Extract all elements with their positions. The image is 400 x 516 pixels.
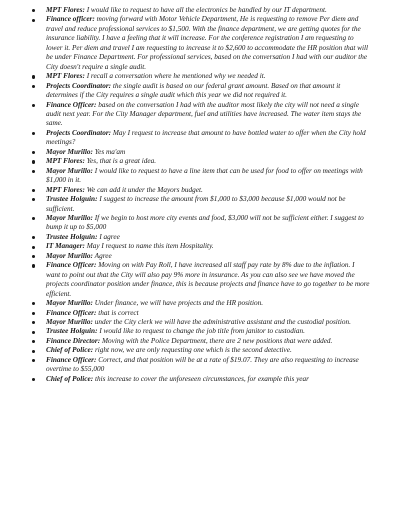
minutes-entry <box>46 157 370 166</box>
statement-text: based on the conversation I had with the auditor most likely the city will not need a single audit next year. For the City Manager department, fuel and utilities have increased. The water item stays the same. <box>46 100 362 128</box>
minutes-entry <box>46 299 370 308</box>
minutes-entry <box>46 129 370 148</box>
statement-text: I would like to request to change the job title from janitor to custodian. <box>99 327 305 336</box>
bullet-icon <box>32 321 35 324</box>
speaker-name: Projects Coordinator <box>46 81 109 90</box>
speaker-name: MPT Flores <box>46 157 83 166</box>
bullet-icon <box>32 104 35 107</box>
bullet-icon <box>32 340 35 343</box>
minutes-entry <box>46 346 370 355</box>
minutes-entry <box>46 72 370 81</box>
statement-text: that is correct <box>98 308 139 317</box>
bullet-icon <box>32 170 35 173</box>
speaker-colon: : <box>108 128 112 137</box>
speaker-name: Finance Officer <box>46 100 94 109</box>
minutes-entry <box>46 242 370 251</box>
minutes-entry <box>46 233 370 242</box>
speaker-name: Chief of Police <box>46 374 91 383</box>
speaker-colon: : <box>108 81 112 90</box>
speaker-name: Projects Coordinator <box>46 128 109 137</box>
minutes-entry <box>46 375 370 384</box>
speaker-name: Trustee Holguin <box>46 195 96 204</box>
statement-text: I would like to request to have all the electronics be handled by our IT department. <box>86 6 327 14</box>
minutes-entry <box>46 252 370 261</box>
minutes-entry <box>46 356 370 375</box>
speaker-colon: : <box>94 100 97 109</box>
minutes-entry <box>46 318 370 327</box>
speaker-name: MPT Flores <box>46 72 83 81</box>
bullet-icon <box>32 160 35 163</box>
speaker-colon: : <box>92 15 95 24</box>
minutes-entry <box>46 214 370 233</box>
speaker-colon: : <box>90 166 93 175</box>
bullet-icon <box>32 359 35 362</box>
speaker-colon: : <box>82 157 85 166</box>
speaker-colon: : <box>90 317 93 326</box>
statement-text: the single audit is based on our federal grant amount. Based on that amount it determines if the City requires a single audit which this year we did not required it. <box>46 81 341 100</box>
bullet-icon <box>32 302 35 305</box>
speaker-name: Finance Officer <box>46 308 94 317</box>
minutes-entry <box>46 101 370 129</box>
speaker-name: Finance Director <box>46 336 98 345</box>
bullet-icon <box>32 75 35 78</box>
bullet-icon <box>32 236 35 239</box>
statement-text: Moving with the Police Department, there are 2 new positions that were added. <box>102 336 333 345</box>
bullet-icon <box>32 19 35 22</box>
statement-text: I agree <box>99 232 120 241</box>
bullet-icon <box>32 198 35 201</box>
minutes-entry <box>46 82 370 101</box>
speaker-name: Mayor Murillo <box>46 299 91 308</box>
bullet-icon <box>32 189 35 192</box>
speaker-colon: : <box>95 232 98 241</box>
speaker-name: MPT Flores <box>46 6 83 14</box>
speaker-name: Mayor Murillo <box>46 147 91 156</box>
minutes-entry <box>46 148 370 157</box>
statement-text: May I request to increase that amount to have bottled water to offer when the City hold meetings? <box>46 128 366 147</box>
bullet-icon <box>32 255 35 258</box>
speaker-colon: : <box>95 327 98 336</box>
bullet-icon <box>32 132 35 135</box>
statement-text: We can add it under the Mayors budget. <box>86 185 203 194</box>
speaker-colon: : <box>94 355 97 364</box>
bullet-icon <box>32 85 35 88</box>
speaker-name: Finance Officer <box>46 355 94 364</box>
speaker-colon: : <box>90 251 93 260</box>
speaker-name: Mayor Murillo <box>46 251 91 260</box>
statement-text: I would like to request to have a line item that can be used for food to offer on meetings with $1,000 in it. <box>46 166 363 185</box>
speaker-name: Mayor Murillo <box>46 213 91 222</box>
statement-text: Yes, that is a great idea. <box>86 157 157 166</box>
meeting-minutes-list <box>46 6 370 384</box>
speaker-colon: : <box>90 374 94 383</box>
statement-text: moving forward with Motor Vehicle Department, He is requesting to remove Per diem and travel and reduce professional services to $1,500. With the finance department, we are getting quotes for the insurance liability. I have a feeling that it will increase. For the conference registration I am requesting to lower it. Per diem and travel I am requesting to increase it to $2,600 to accommodate the HR position that will be under Finance Department. For professional services, based on the conversation I had with our auditor the City doesn't require a single audit. <box>46 15 369 71</box>
minutes-entry <box>46 309 370 318</box>
speaker-name: Finance officer <box>46 15 93 24</box>
minutes-entry <box>46 15 370 72</box>
statement-text: Agree <box>94 251 112 260</box>
bullet-icon <box>32 331 35 334</box>
statement-text: Yes ma'am <box>94 147 126 156</box>
minutes-entry <box>46 327 370 336</box>
statement-text: If we begin to host more city events and food, $3,000 will not be sufficient either. I suggest to bump it up to $5,000 <box>46 213 364 232</box>
speaker-colon: : <box>94 308 97 317</box>
minutes-entry <box>46 167 370 186</box>
speaker-name: Chief of Police <box>46 346 91 355</box>
statement-text: under the City clerk we will have the administrative assistant and the custodial position. <box>94 317 351 326</box>
speaker-name: Trustee Holguin <box>46 232 96 241</box>
speaker-name: Mayor Murillo <box>46 166 91 175</box>
statement-text: Under finance, we will have projects and the HR position. <box>94 299 264 308</box>
bullet-icon <box>32 350 35 353</box>
speaker-colon: : <box>90 213 93 222</box>
bullet-icon <box>32 246 35 249</box>
speaker-name: Mayor Murillo <box>46 317 91 326</box>
speaker-colon: : <box>90 346 94 355</box>
speaker-name: Trustee Holguin <box>46 327 96 336</box>
speaker-name: Finance Officer <box>46 261 94 270</box>
bullet-icon <box>32 378 35 381</box>
statement-text: I recall a conversation where he mentioned why we needed it. <box>86 72 266 81</box>
bullet-icon <box>32 151 35 154</box>
speaker-colon: : <box>82 242 85 251</box>
statement-text: I suggest to increase the amount from $1,000 to $3,000 because $1,000 would not be sufficient. <box>46 195 346 213</box>
speaker-colon: : <box>82 185 85 194</box>
bullet-icon <box>32 264 35 267</box>
bullet-icon <box>32 312 35 315</box>
speaker-colon: : <box>95 195 98 204</box>
minutes-entry <box>46 337 370 346</box>
speaker-colon: : <box>97 336 101 345</box>
speaker-colon: : <box>82 6 85 14</box>
speaker-name: IT Manager <box>46 242 83 251</box>
speaker-colon: : <box>82 72 85 81</box>
speaker-colon: : <box>90 147 93 156</box>
statement-text: this increase to cover the unforeseen circumstances, for example this year <box>94 374 309 383</box>
statement-text: Correct, and that position will be at a rate of $19.07. They are also requesting to increase overtime to $55,000 <box>46 355 359 374</box>
minutes-entry <box>46 195 370 214</box>
bullet-icon <box>32 9 35 12</box>
statement-text: May I request to name this item Hospitality. <box>86 242 214 251</box>
speaker-colon: : <box>90 299 93 308</box>
bullet-icon <box>32 217 35 220</box>
minutes-entry <box>46 261 370 299</box>
statement-text: right now, we are only requesting one which is the second detective. <box>94 346 292 355</box>
minutes-entry <box>46 186 370 195</box>
speaker-name: MPT Flores <box>46 185 83 194</box>
minutes-entry <box>46 6 370 15</box>
statement-text: Moving on with Pay Roll, I have increased all staff pay rate by 8% due to the inflation. I want to point out that the City will also pay 9% more in insurance. As you can also see we have moved the projects coordinator position under finance, this is because projects and finance have to go together to be more efficient. <box>46 261 370 298</box>
speaker-colon: : <box>94 261 97 270</box>
